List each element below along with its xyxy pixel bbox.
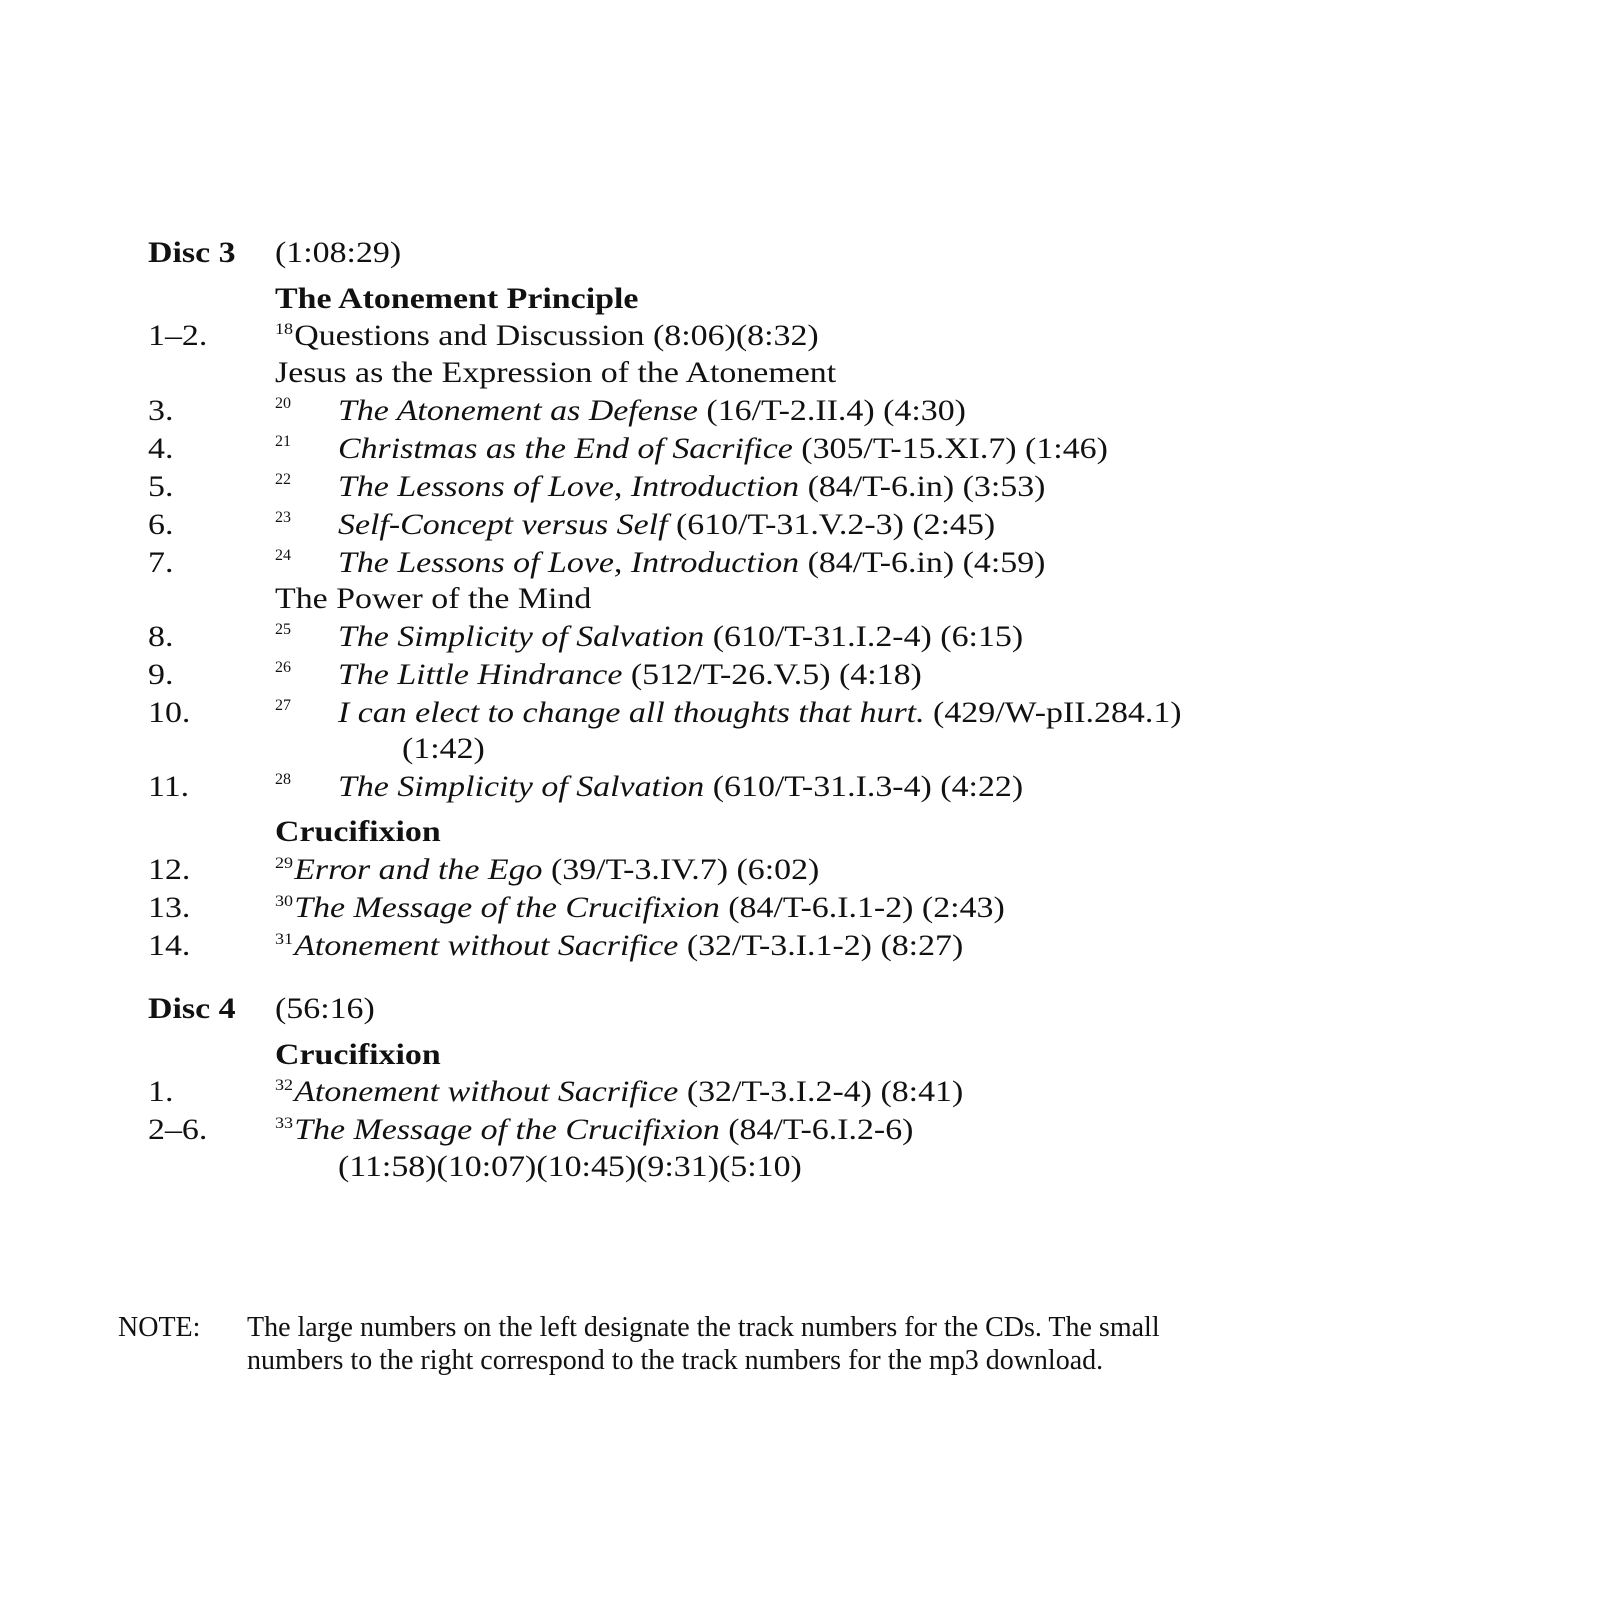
- track-reference: (429/W-pII.284.1): [924, 696, 1182, 729]
- mp3-track-number: 31: [275, 931, 294, 948]
- track-times: (11:58)(10:07)(10:45)(9:31)(5:10): [338, 1150, 802, 1183]
- cd-track-number: 12.: [148, 853, 191, 886]
- cd-track-number: 10.: [148, 696, 191, 729]
- cd-track-number: 11.: [148, 770, 190, 803]
- track-time: (1:42): [402, 732, 485, 765]
- cd-track-number: 5.: [148, 470, 174, 503]
- track-reference: (39/T-3.IV.7) (6:02): [542, 853, 820, 886]
- cd-track-number: 4.: [148, 432, 174, 465]
- cd-track-number: 6.: [148, 508, 174, 541]
- track-title: The Simplicity of Salvation: [338, 770, 705, 803]
- track-title: The Simplicity of Salvation: [338, 620, 705, 653]
- mp3-track-number: 29: [275, 855, 294, 872]
- note-line-1: The large numbers on the left designate the track numbers for the CDs. The small: [247, 1312, 1160, 1343]
- track-reference: (32/T-3.I.1-2) (8:27): [678, 929, 964, 962]
- track-reference: (512/T-26.V.5) (4:18): [622, 658, 922, 691]
- mp3-track-number: 23: [275, 509, 291, 526]
- track-reference: (84/T-6.I.1-2) (2:43): [719, 891, 1005, 924]
- section-heading-text: Crucifixion: [275, 815, 441, 848]
- cd-track-number: 3.: [148, 394, 174, 427]
- subheading-text: Jesus as the Expression of the Atonement: [275, 356, 837, 389]
- track-title: The Lessons of Love, Introduction: [338, 546, 800, 579]
- track-reference: (84/T-6.I.2-6): [719, 1113, 914, 1146]
- cd-track-number: 13.: [148, 891, 191, 924]
- track-reference: (610/T-31.I.3-4) (4:22): [704, 770, 1024, 803]
- track-title: Self-Concept versus Self: [338, 508, 668, 541]
- track-title: Error and the Ego: [294, 853, 543, 886]
- mp3-track-number: 22: [275, 471, 291, 488]
- cd-track-number: 1–2.: [148, 319, 208, 352]
- mp3-track-number: 21: [275, 433, 291, 450]
- mp3-track-number: 18: [275, 321, 294, 338]
- disc-duration: (56:16): [275, 992, 375, 1025]
- note-label: NOTE:: [118, 1312, 201, 1343]
- track-reference: (610/T-31.I.2-4) (6:15): [704, 620, 1024, 653]
- cd-track-number: 7.: [148, 546, 174, 579]
- mp3-track-number: 27: [275, 697, 291, 714]
- disc-label: Disc 4: [148, 992, 236, 1025]
- track-times: (8:06)(8:32): [644, 319, 819, 352]
- mp3-track-number: 20: [275, 395, 291, 412]
- note-line-2: numbers to the right correspond to the track numbers for the mp3 download.: [247, 1345, 1104, 1376]
- section-heading-text: Crucifixion: [275, 1038, 441, 1071]
- cd-track-number: 1.: [148, 1075, 174, 1108]
- cd-track-number: 14.: [148, 929, 191, 962]
- mp3-track-number: 33: [275, 1115, 294, 1132]
- track-title: The Message of the Crucifixion: [294, 1113, 720, 1146]
- track-title: The Little Hindrance: [338, 658, 623, 691]
- cd-track-number: 9.: [148, 658, 174, 691]
- disc-duration: (1:08:29): [275, 236, 402, 269]
- subheading-text: The Power of the Mind: [275, 582, 592, 615]
- track-reference: (610/T-31.V.2-3) (2:45): [667, 508, 996, 541]
- track-reference: (84/T-6.in) (3:53): [799, 470, 1046, 503]
- cd-track-number: 2–6.: [148, 1113, 208, 1146]
- track-title: Atonement without Sacrifice: [294, 929, 679, 962]
- cd-track-number: 8.: [148, 620, 174, 653]
- track-title: The Message of the Crucifixion: [294, 891, 720, 924]
- mp3-track-number: 28: [275, 771, 291, 788]
- track-reference: (305/T-15.XI.7) (1:46): [792, 432, 1108, 465]
- mp3-track-number: 32: [275, 1077, 294, 1094]
- track-reference: (32/T-3.I.2-4) (8:41): [678, 1075, 964, 1108]
- track-title: The Atonement as Defense: [338, 394, 698, 427]
- track-reference: (84/T-6.in) (4:59): [799, 546, 1046, 579]
- track-reference: (16/T-2.II.4) (4:30): [697, 394, 966, 427]
- section-heading-text: The Atonement Principle: [275, 282, 639, 315]
- disc-label: Disc 3: [148, 236, 236, 269]
- track-title: Christmas as the End of Sacrifice: [338, 432, 793, 465]
- mp3-track-number: 24: [275, 547, 291, 564]
- track-title: Questions and Discussion: [294, 319, 645, 352]
- track-title: I can elect to change all thoughts that hurt.: [338, 696, 925, 729]
- mp3-track-number: 25: [275, 621, 291, 638]
- mp3-track-number: 30: [275, 893, 294, 910]
- track-title: Atonement without Sacrifice: [294, 1075, 679, 1108]
- track-title: The Lessons of Love, Introduction: [338, 470, 800, 503]
- mp3-track-number: 26: [275, 659, 291, 676]
